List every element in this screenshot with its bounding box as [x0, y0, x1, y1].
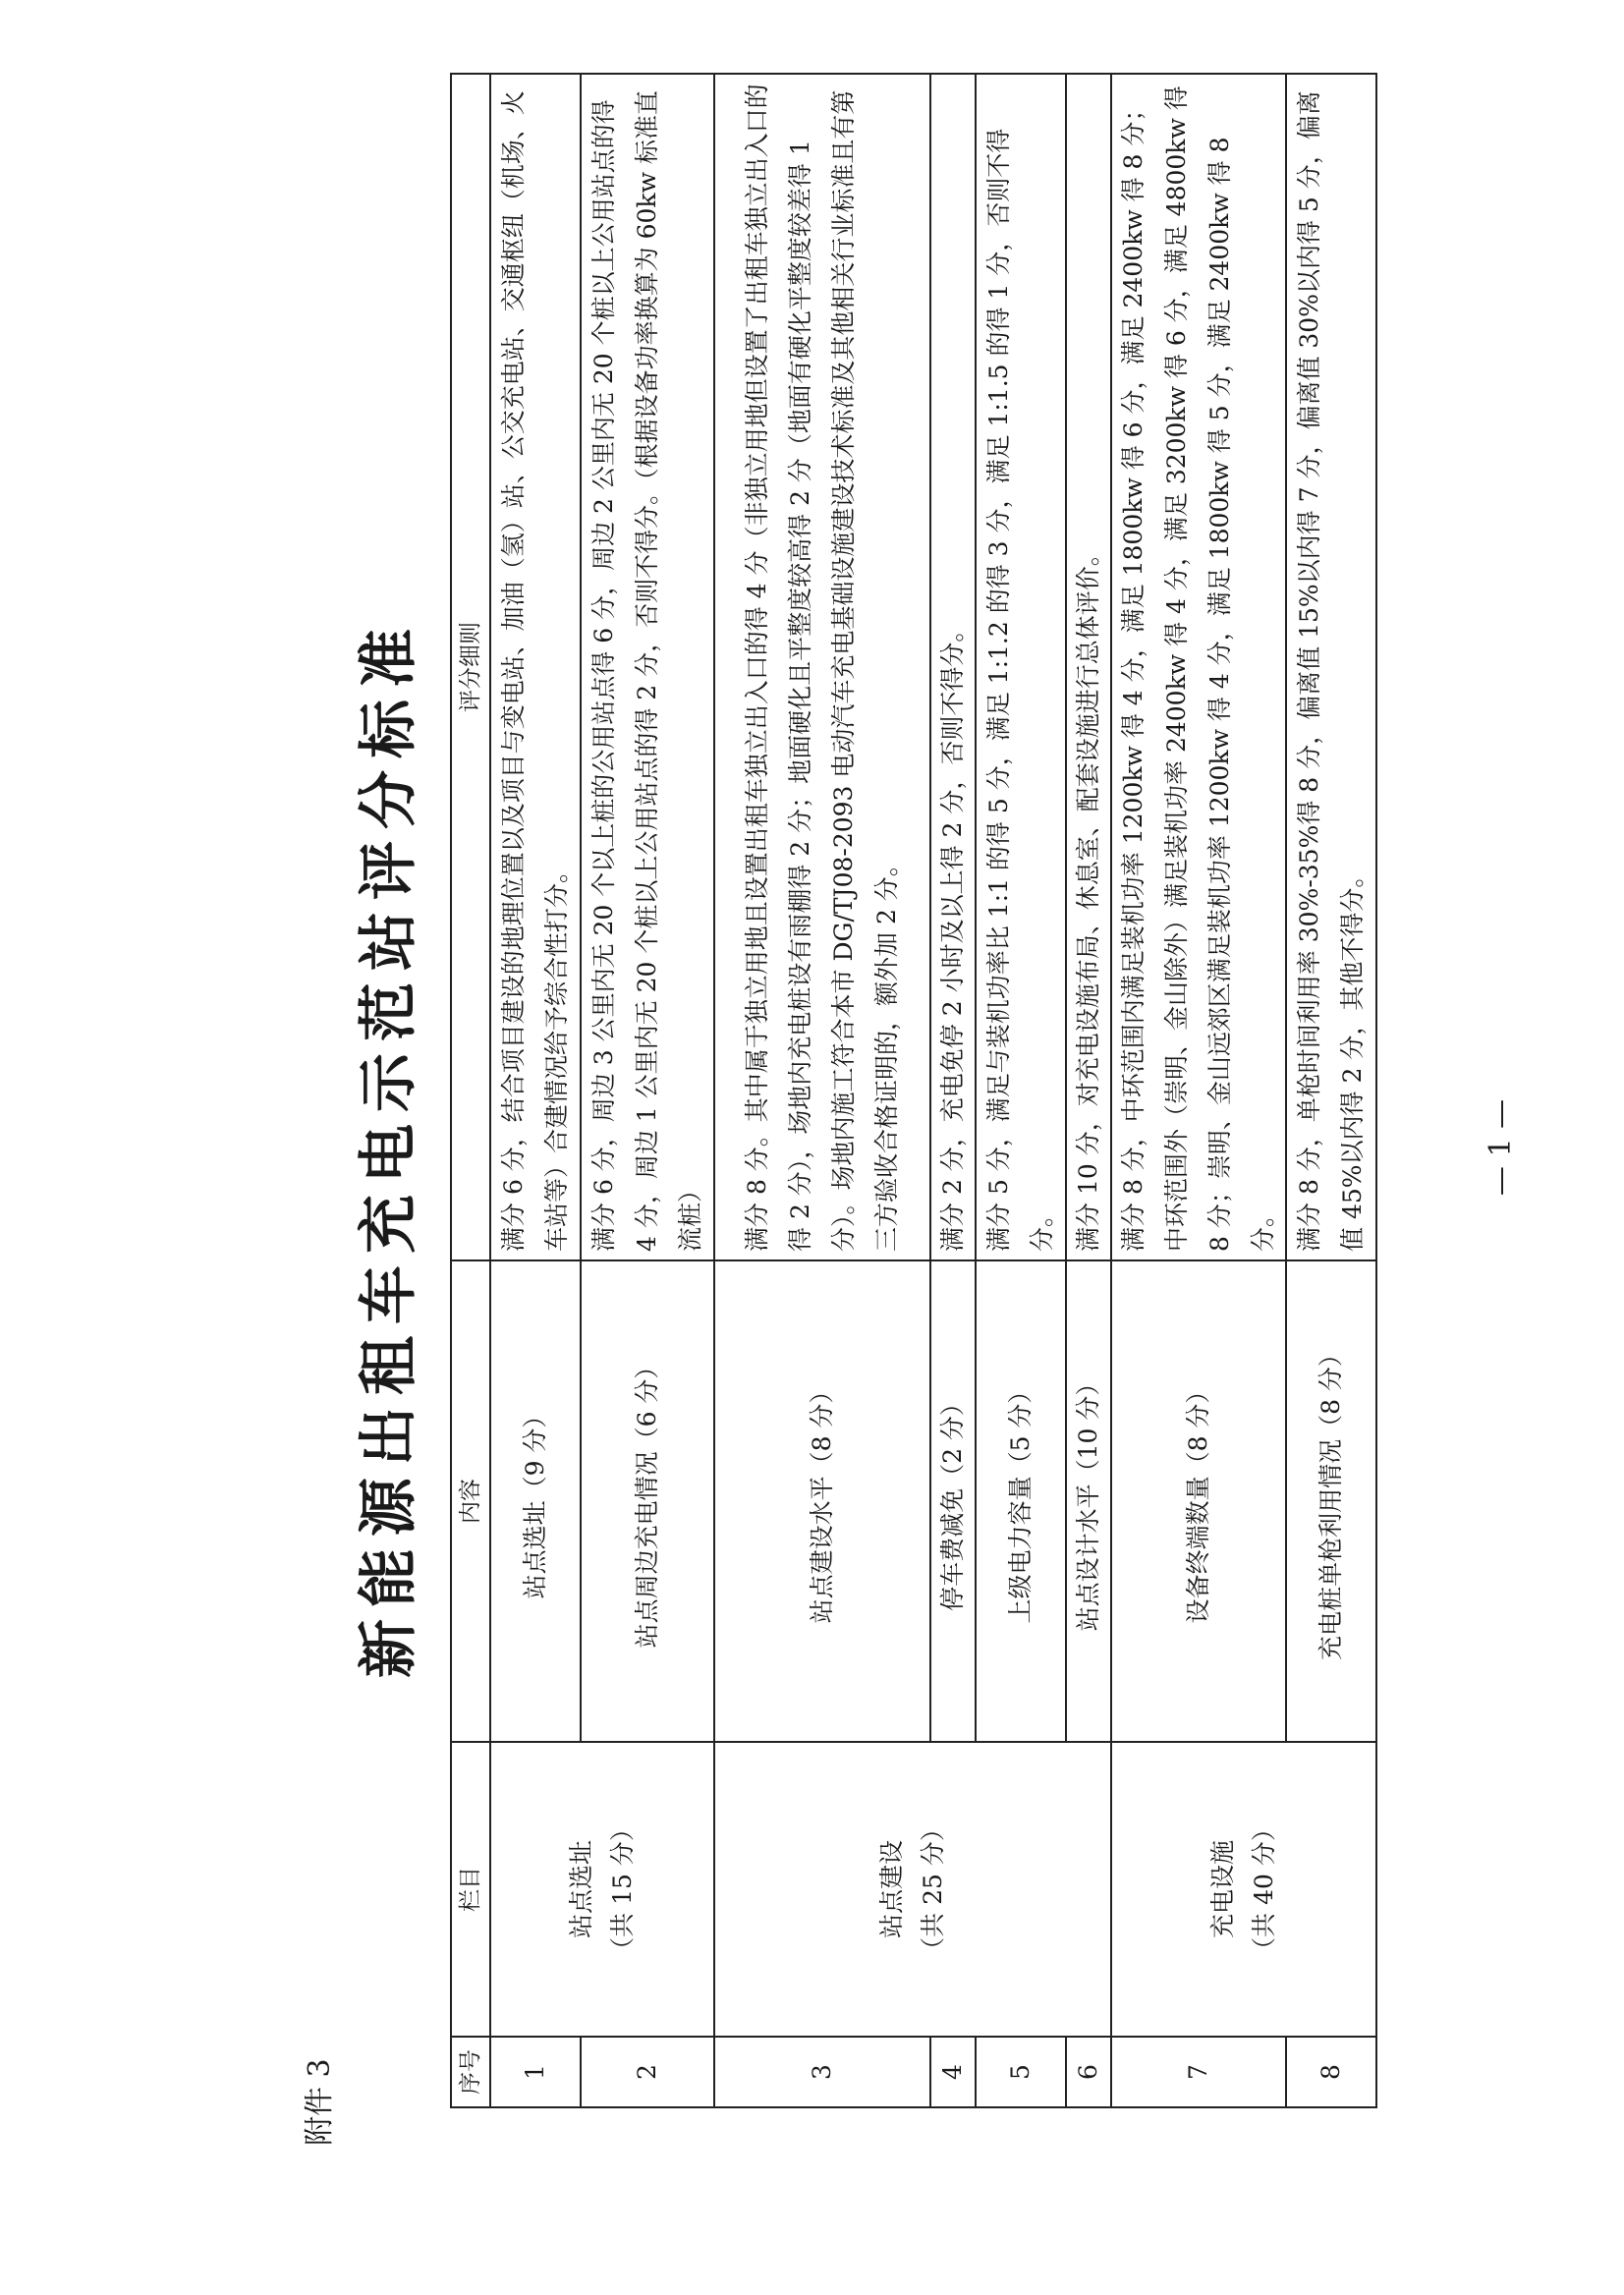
- row-number: 8: [1286, 2037, 1376, 2107]
- attachment-label: 附件 3: [303, 2058, 337, 2146]
- header-category: 栏目: [451, 1742, 490, 2037]
- row-number: 6: [1066, 2037, 1111, 2107]
- category-site-selection: [490, 1742, 714, 2037]
- row-number: 1: [490, 2037, 581, 2107]
- category-points: （共 25 分）: [919, 1817, 947, 1962]
- content-cell: 站点选址（9 分）: [490, 1260, 581, 1742]
- category-label: 站点选址: [567, 1840, 595, 1939]
- content-cell: 站点建设水平（8 分）: [714, 1260, 930, 1742]
- content-cell: 站点设计水平（10 分）: [1066, 1260, 1111, 1742]
- header-no: 序号: [451, 2037, 490, 2107]
- content-cell: 站点周边充电情况（6 分）: [581, 1260, 714, 1742]
- row-number: 5: [976, 2037, 1066, 2107]
- category-label: 站点建设: [877, 1840, 906, 1939]
- content-cell: 上级电力容量（5 分）: [976, 1260, 1066, 1742]
- detail-cell: 满分 8 分。其中属于独立用地且设置出租车独立出入口的得 4 分（非独立用地但设置了出租车独立出入口的得 2 分），场地内充电桩设有雨棚得 2 分；地面硬化且平整度较高得 2 分（地面有硬化平整度较差得 1 分）。场地内施工符合本市 DG/TJ08-2093 电动汽车充电基础设施建设技术标准及其他相关行业标准且有第三方验收合格证明的，额外加 2 分。: [714, 74, 930, 1260]
- detail-cell: 满分 8 分，中环范围内满足装机功率 1200kw 得 4 分，满足 1800kw 得 6 分，满足 2400kw 得 8 分；中环范围外（崇明、金山除外）满足装机功率 2400kw 得 4 分，满足 3200kw 得 6 分，满足 4800kw 得 8 分；崇明、金山远郊区满足装机功率 1200kw 得 4 分，满足 1800kw 得 5 分，满足 2400kw 得 8 分。: [1111, 74, 1286, 1260]
- row-number: 4: [930, 2037, 976, 2107]
- content-cell: 停车费减免（2 分）: [930, 1260, 976, 1742]
- category-charging-facilities: [1111, 1742, 1376, 2037]
- scoring-table: [450, 73, 1377, 2108]
- detail-cell: 满分 6 分，结合项目建设的地理位置以及项目与变电站、加油（氢）站、公交充电站、交通枢纽（机场、火车站等）合建情况给予综合性打分。: [490, 74, 581, 1260]
- category-site-construction: [714, 1742, 1111, 2037]
- header-content: 内容: [451, 1260, 490, 1742]
- detail-cell: 满分 8 分，单枪时间利用率 30%-35%得 8 分，偏离值 15%以内得 7 分，偏离值 30%以内得 5 分，偏离值 45%以内得 2 分，其他不得分。: [1286, 74, 1376, 1260]
- category-points: （共 40 分）: [1250, 1817, 1278, 1962]
- document-title: 新能源出租车充电示范站评分标准: [355, 617, 423, 1678]
- detail-cell: 满分 5 分，满足与装机功率比 1:1 的得 5 分，满足 1:1.2 的得 3 分，满足 1:1.5 的得 1 分，否则不得分。: [976, 74, 1066, 1260]
- table-row: [714, 74, 930, 2107]
- detail-cell: 满分 6 分，周边 3 公里内无 20 个以上桩的公用站点得 6 分，周边 2 公里内无 20 个桩以上公用站点的得 4 分，周边 1 公里内无 20 个桩以上公用站点的得 2 分，否则不得分。（根据设备功率换算为 60kw 标准直流桩）: [581, 74, 714, 1260]
- table-row: [490, 74, 581, 2107]
- detail-cell: 满分 2 分，充电免停 2 小时及以上得 2 分，否则不得分。: [930, 74, 976, 1260]
- row-number: 2: [581, 2037, 714, 2107]
- category-points: （共 15 分）: [608, 1817, 637, 1962]
- detail-cell: 满分 10 分，对充电设施布局、休息室、配套设施进行总体评价。: [1066, 74, 1111, 1260]
- category-label: 充电设施: [1208, 1840, 1237, 1939]
- page-number: — 1 —: [1484, 1098, 1518, 1197]
- row-number: 3: [714, 2037, 930, 2107]
- table-header-row: [451, 74, 490, 2107]
- row-number: 7: [1111, 2037, 1286, 2107]
- header-detail: 评分细则: [451, 74, 490, 1260]
- content-cell: 设备终端数量（8 分）: [1111, 1260, 1286, 1742]
- table-row: [1111, 74, 1286, 2107]
- content-cell: 充电桩单枪利用情况（8 分）: [1286, 1260, 1376, 1742]
